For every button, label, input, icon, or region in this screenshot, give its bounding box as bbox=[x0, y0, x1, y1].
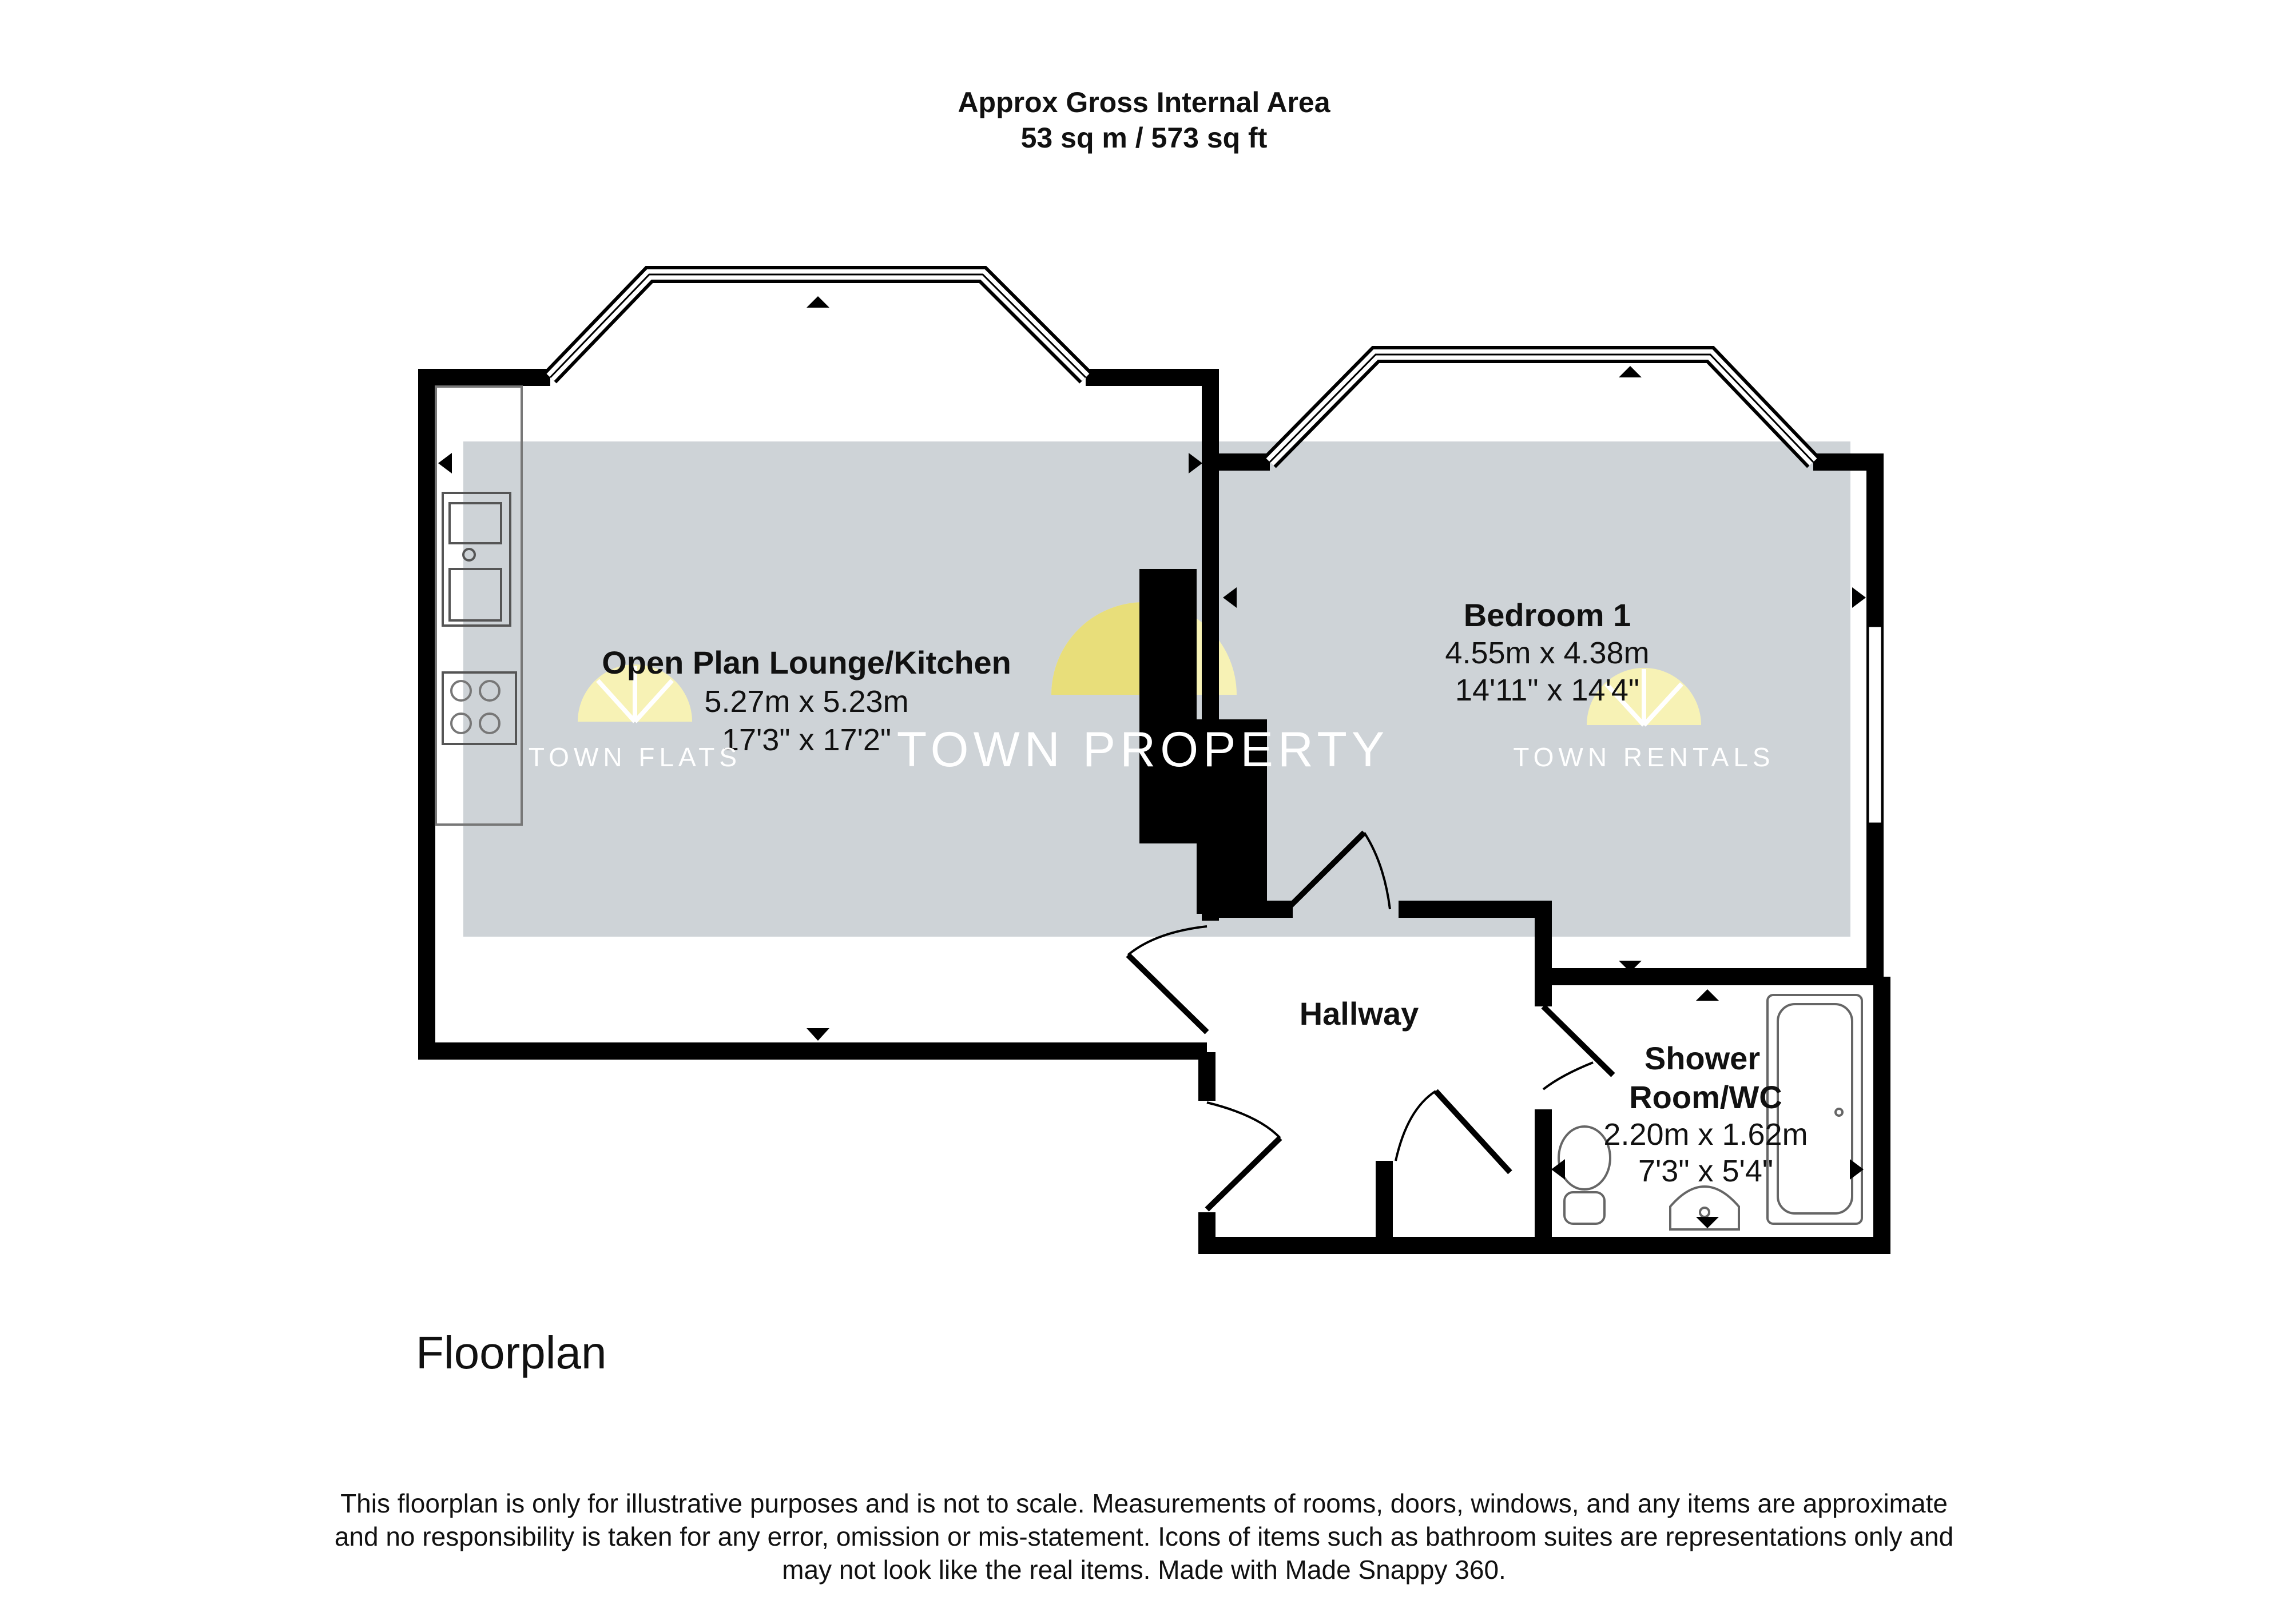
watermark-left: TOWN FLATS bbox=[528, 742, 742, 772]
shower-name-line1: Shower bbox=[1644, 1040, 1761, 1076]
disclaimer-line-1: This floorplan is only for illustrative purposes and is not to scale. Measurements of rooms, doors, windows, and any items are approximate bbox=[340, 1488, 1948, 1518]
chimney-breast bbox=[1139, 569, 1197, 843]
watermark-right: TOWN RENTALS bbox=[1513, 742, 1775, 772]
floor-label: Floorplan bbox=[416, 1327, 607, 1378]
lounge-dim-imperial: 17'3" x 17'2" bbox=[721, 723, 892, 757]
bedroom-side-window bbox=[1868, 626, 1882, 823]
bedroom-dim-imperial: 14'11" x 14'4" bbox=[1455, 673, 1640, 707]
lounge-dim-metric: 5.27m x 5.23m bbox=[704, 684, 909, 719]
area-value: 53 sq m / 573 sq ft bbox=[1020, 122, 1268, 154]
lounge-name: Open Plan Lounge/Kitchen bbox=[602, 644, 1011, 680]
disclaimer-line-3: may not look like the real items. Made with Made Snappy 360. bbox=[782, 1555, 1506, 1585]
disclaimer bbox=[0, 1487, 2288, 1586]
hallway-name: Hallway bbox=[1299, 996, 1419, 1032]
disclaimer-line-2: and no responsibility is taken for any error, omission or mis-statement. Icons of items such as bathroom suites are representations only and bbox=[334, 1522, 1954, 1551]
toilet bbox=[1559, 1127, 1610, 1224]
shower-name-line2: Room/WC bbox=[1629, 1079, 1782, 1115]
shower-dim-metric: 2.20m x 1.62m bbox=[1603, 1117, 1808, 1152]
watermark-center: TOWN PROPERTY bbox=[896, 722, 1389, 777]
bedroom-dim-metric: 4.55m x 4.38m bbox=[1445, 636, 1650, 670]
shower-dim-imperial: 7'3" x 5'4" bbox=[1638, 1154, 1774, 1188]
area-title: Approx Gross Internal Area bbox=[958, 86, 1330, 118]
lounge-bay-window bbox=[550, 274, 1086, 377]
bedroom-name: Bedroom 1 bbox=[1463, 597, 1631, 633]
